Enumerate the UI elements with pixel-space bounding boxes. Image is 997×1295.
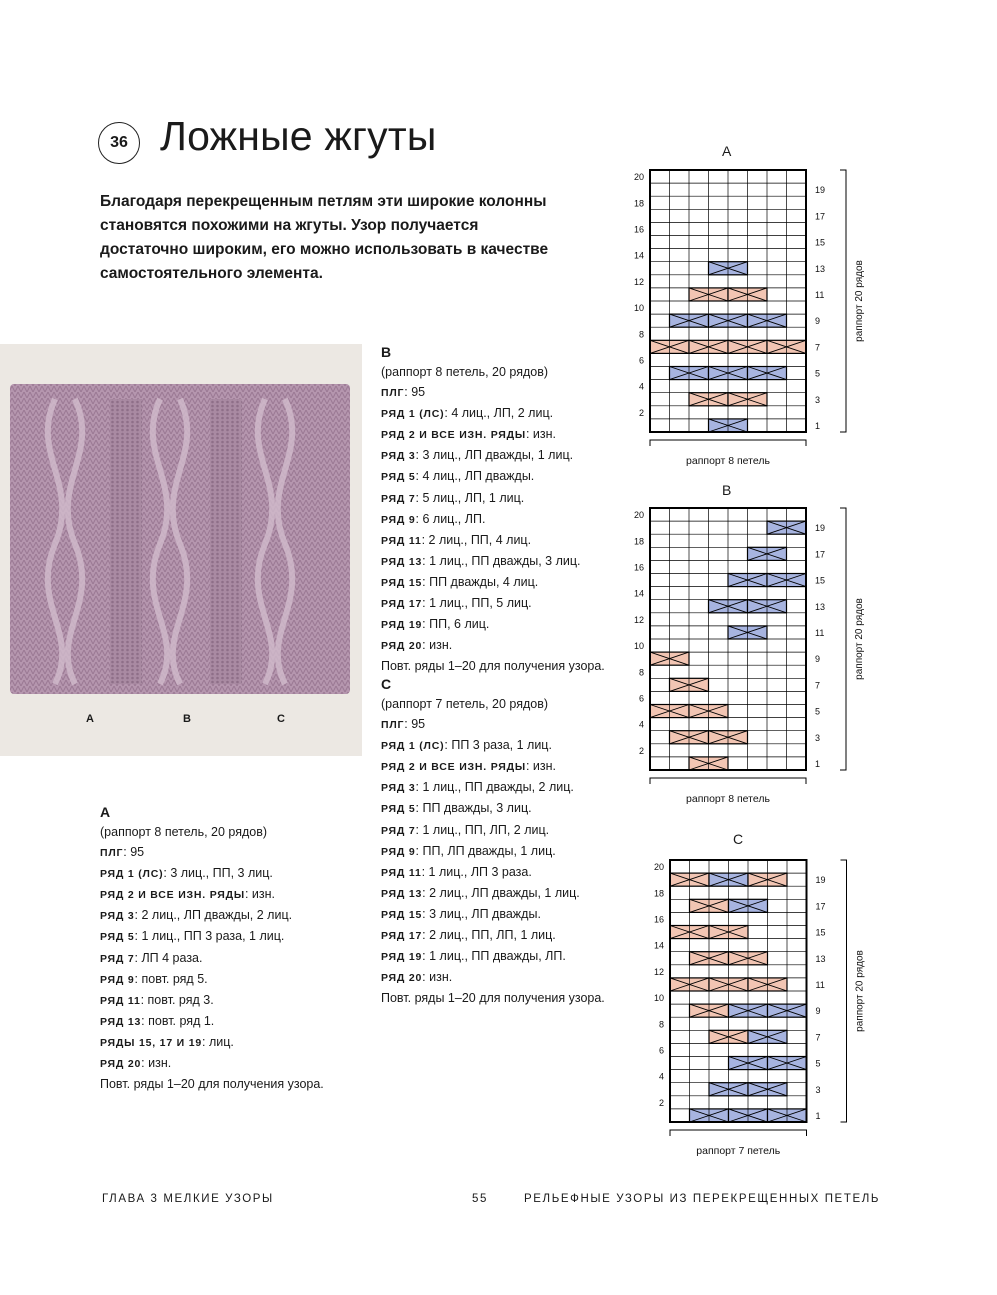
row-number-even: 16 <box>633 562 644 573</box>
row-label: РЯДЫ 15, 17 И 19 <box>100 1036 203 1049</box>
instruction-text: : 95 <box>404 717 426 732</box>
row-label: РЯД 15 <box>381 908 423 921</box>
row-label: РЯД 7 <box>100 952 135 965</box>
row-label: РЯД 15 <box>381 576 423 589</box>
photo-label-a: A <box>86 713 94 725</box>
row-label: РЯД 20 <box>100 1058 142 1071</box>
row-label: РЯД 17 <box>381 598 423 611</box>
instruction-text: Повт. ряды 1–20 для получения узора. <box>381 991 605 1006</box>
instruction-text: : 2 лиц., ЛП дважды, 2 лиц. <box>134 908 293 923</box>
row-number-even: 12 <box>653 966 664 977</box>
instruction-text: : ПП дважды, 3 лиц. <box>415 801 532 816</box>
instruction-text: (раппорт 7 петель, 20 рядов) <box>381 697 549 711</box>
row-label: РЯД 13 <box>100 1015 142 1028</box>
instruction-text: : 2 лиц., ПП, 4 лиц. <box>421 532 532 547</box>
row-label: РЯД 2 И ВСЕ ИЗН. РЯДЫ <box>381 761 526 774</box>
row-number-even: 4 <box>638 381 644 392</box>
row-number-odd: 3 <box>815 1084 821 1095</box>
row-number-even: 2 <box>658 1097 664 1108</box>
row-label: РЯД 3 <box>100 910 135 923</box>
rows-bracket <box>840 170 846 432</box>
instruction-text: : ПП 3 раза, 1 лиц. <box>444 738 552 753</box>
rows-bracket <box>841 860 847 1122</box>
row-label: ПЛГ <box>100 847 124 860</box>
row-number-even: 10 <box>633 303 644 314</box>
instruction-text: Повт. ряды 1–20 для получения узора. <box>100 1077 324 1092</box>
row-number-odd: 13 <box>815 263 826 274</box>
chart-a-title: A <box>722 143 732 159</box>
rows-bracket <box>840 508 846 770</box>
row-number-odd: 9 <box>815 654 821 665</box>
row-label: РЯД 5 <box>381 803 416 816</box>
row-number-even: 20 <box>633 510 644 521</box>
row-number-odd: 13 <box>815 953 826 964</box>
instruction-text: : 6 лиц., ЛП. <box>415 511 486 526</box>
row-number-even: 20 <box>653 862 664 873</box>
instruction-text: : 1 лиц., ПП 3 раза, 1 лиц. <box>134 929 285 944</box>
row-number-even: 8 <box>658 1019 664 1030</box>
row-number-odd: 17 <box>815 211 826 222</box>
instruction-text: : 2 лиц., ЛП дважды, 1 лиц. <box>422 885 580 900</box>
row-label: РЯД 20 <box>381 972 423 985</box>
instruction-text: : повт. ряд 1. <box>141 1013 215 1028</box>
instruction-text: : 1 лиц., ПП дважды, 2 лиц. <box>415 780 574 795</box>
instruction-text: : ЛП 4 раза. <box>134 950 203 965</box>
row-number-odd: 1 <box>815 1110 821 1121</box>
row-label: РЯД 20 <box>381 640 423 653</box>
row-label: РЯД 1 (ЛС) <box>100 868 164 881</box>
patternC-heading: C <box>381 676 392 692</box>
row-number-even: 4 <box>658 1071 664 1082</box>
patternB-heading: B <box>381 344 392 360</box>
row-label: РЯД 13 <box>381 887 423 900</box>
pattern-number-badge: 36 <box>98 122 140 164</box>
row-number-even: 10 <box>633 641 644 652</box>
photo-label-c: C <box>277 713 285 725</box>
instruction-text: (раппорт 8 петель, 20 рядов) <box>381 365 549 379</box>
row-label: РЯД 3 <box>381 450 416 463</box>
row-number-odd: 15 <box>815 237 826 248</box>
instruction-text: : ПП, 6 лиц. <box>422 617 490 632</box>
row-number-even: 14 <box>653 940 664 951</box>
footer-section: РЕЛЬЕФНЫЕ УЗОРЫ ИЗ ПЕРЕКРЕЩЕННЫХ ПЕТЕЛЬ <box>524 1193 881 1205</box>
rapport-stitches-label: раппорт 7 петель <box>696 1145 781 1157</box>
row-number-even: 8 <box>638 667 644 678</box>
instruction-text: : изн. <box>525 759 557 774</box>
row-number-odd: 17 <box>815 549 826 560</box>
row-number-odd: 13 <box>815 601 826 612</box>
instruction-text: : ПП дважды, 4 лиц. <box>422 574 539 589</box>
row-label: РЯД 1 (ЛС) <box>381 740 445 753</box>
row-number-even: 18 <box>653 888 664 899</box>
row-number-even: 2 <box>638 745 644 756</box>
row-label: РЯД 2 И ВСЕ ИЗН. РЯДЫ <box>100 889 245 902</box>
row-label: РЯД 5 <box>381 471 416 484</box>
row-number-even: 6 <box>638 355 644 366</box>
row-label: РЯД 11 <box>381 534 422 547</box>
row-number-odd: 15 <box>815 927 826 938</box>
row-number-even: 6 <box>638 693 644 704</box>
row-number-even: 14 <box>633 588 644 599</box>
instruction-text: : 1 лиц., ПП, ЛП, 2 лиц. <box>415 822 550 837</box>
instruction-text: : изн. <box>422 638 453 653</box>
row-number-odd: 9 <box>815 316 821 327</box>
instruction-text: : изн. <box>141 1056 172 1071</box>
instruction-text: : ПП, ЛП дважды, 1 лиц. <box>415 843 556 858</box>
instruction-text: : изн. <box>422 970 453 985</box>
instruction-text: : 95 <box>123 845 145 860</box>
page-title: Ложные жгуты <box>160 113 437 159</box>
row-number-even: 18 <box>633 536 644 547</box>
patternA-heading: A <box>100 804 111 820</box>
rapport-rows-label: раппорт 20 рядов <box>854 260 865 342</box>
row-number-even: 2 <box>638 407 644 418</box>
row-number-odd: 1 <box>815 758 821 769</box>
instruction-text: : лиц. <box>202 1034 234 1049</box>
row-number-even: 10 <box>653 993 664 1004</box>
instruction-text: : изн. <box>244 887 276 902</box>
row-number-odd: 1 <box>815 420 821 431</box>
row-label: РЯД 11 <box>381 866 422 879</box>
row-number-odd: 5 <box>815 368 821 379</box>
page-number: 55 <box>472 1193 488 1205</box>
stitches-bracket <box>650 778 806 784</box>
instruction-text: Повт. ряды 1–20 для получения узора. <box>381 659 605 674</box>
instruction-text: : 3 лиц., ЛП дважды. <box>422 906 541 921</box>
row-number-odd: 3 <box>815 732 821 743</box>
instruction-text: : 1 лиц., ПП, 5 лиц. <box>422 596 532 611</box>
row-number-odd: 15 <box>815 575 826 586</box>
instruction-text: : 4 лиц., ЛП, 2 лиц. <box>444 406 554 421</box>
row-number-odd: 7 <box>815 342 821 353</box>
row-label: РЯД 9 <box>381 845 416 858</box>
row-number-odd: 11 <box>815 289 825 300</box>
row-number-even: 12 <box>633 614 644 625</box>
instruction-text: : повт. ряд 3. <box>140 992 214 1007</box>
rapport-rows-label: раппорт 20 рядов <box>854 598 865 680</box>
row-number-even: 6 <box>658 1045 664 1056</box>
row-label: РЯД 19 <box>381 619 423 632</box>
row-number-even: 12 <box>633 276 644 287</box>
chart-b-title: B <box>722 482 732 498</box>
row-label: РЯД 19 <box>381 951 423 964</box>
row-number-odd: 11 <box>815 979 825 990</box>
row-number-odd: 19 <box>815 875 826 886</box>
stitches-bracket <box>650 440 806 446</box>
row-label: ПЛГ <box>381 387 405 400</box>
row-label: РЯД 11 <box>100 994 141 1007</box>
row-label: РЯД 9 <box>381 513 416 526</box>
row-number-odd: 19 <box>815 523 826 534</box>
instruction-text: (раппорт 8 петель, 20 рядов) <box>100 825 268 839</box>
row-number-even: 16 <box>653 914 664 925</box>
instruction-text: : 1 лиц., ПП дважды, 3 лиц. <box>422 553 581 568</box>
photo-label-b: B <box>183 713 191 725</box>
instruction-text: : 1 лиц., ПП дважды, ЛП. <box>422 949 566 964</box>
row-label: РЯД 13 <box>381 555 423 568</box>
chart-c-title: C <box>733 831 744 847</box>
instruction-text: : 3 лиц., ЛП дважды, 1 лиц. <box>415 448 574 463</box>
intro-paragraph: Благодаря перекрещенным петлям эти широкие колонны становятся похожими на жгуты. Узор получается достаточно широким, его можно использовать в качестве самостоятельного элемента. <box>100 193 549 282</box>
instruction-text: : 95 <box>404 385 426 400</box>
row-number-even: 20 <box>633 172 644 183</box>
row-number-odd: 5 <box>815 706 821 717</box>
instruction-text: : 4 лиц., ЛП дважды. <box>415 469 535 484</box>
row-number-odd: 9 <box>815 1006 821 1017</box>
row-label: РЯД 3 <box>381 782 416 795</box>
footer-chapter: ГЛАВА 3 МЕЛКИЕ УЗОРЫ <box>102 1193 274 1205</box>
row-label: РЯД 5 <box>100 931 135 944</box>
row-label: РЯД 7 <box>381 492 416 505</box>
row-number-odd: 19 <box>815 185 826 196</box>
instruction-text: : 1 лиц., ЛП 3 раза. <box>421 864 532 879</box>
row-number-odd: 17 <box>815 901 826 912</box>
rapport-rows-label: раппорт 20 рядов <box>854 950 866 1032</box>
rapport-stitches-label: раппорт 8 петель <box>686 793 770 805</box>
instruction-text: : 5 лиц., ЛП, 1 лиц. <box>415 490 525 505</box>
row-number-odd: 7 <box>815 680 821 691</box>
instruction-text: : 3 лиц., ПП, 3 лиц. <box>163 866 273 881</box>
row-label: ПЛГ <box>381 719 405 732</box>
row-label: РЯД 9 <box>100 973 135 986</box>
row-label: РЯД 7 <box>381 824 416 837</box>
instruction-text: : 2 лиц., ПП, ЛП, 1 лиц. <box>422 928 556 943</box>
row-label: РЯД 1 (ЛС) <box>381 408 445 421</box>
row-number-odd: 7 <box>815 1032 821 1043</box>
row-label: РЯД 2 И ВСЕ ИЗН. РЯДЫ <box>381 429 526 442</box>
row-number-odd: 3 <box>815 394 821 405</box>
stitches-bracket <box>670 1130 807 1136</box>
row-number-odd: 11 <box>815 627 825 638</box>
instruction-text: : изн. <box>525 427 557 442</box>
row-number-even: 8 <box>638 329 644 340</box>
row-number-even: 4 <box>638 719 644 730</box>
rapport-stitches-label: раппорт 8 петель <box>686 455 770 467</box>
instruction-text: : повт. ряд 5. <box>134 971 208 986</box>
row-number-even: 16 <box>633 224 644 235</box>
row-label: РЯД 17 <box>381 930 423 943</box>
row-number-even: 18 <box>633 198 644 209</box>
row-number-even: 14 <box>633 250 644 261</box>
row-number-odd: 5 <box>815 1058 821 1069</box>
